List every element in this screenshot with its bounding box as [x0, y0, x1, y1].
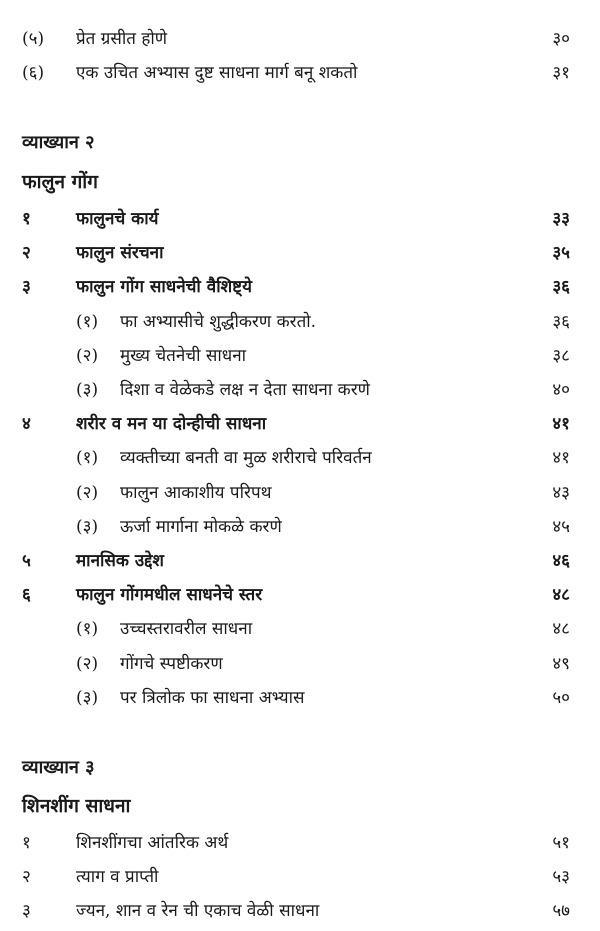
entry-title: फालुनचे कार्य: [76, 209, 159, 229]
entry-number: ६: [22, 585, 31, 606]
entry-number: २: [22, 243, 31, 264]
entry-page: ५०: [552, 687, 570, 708]
entry-page: ३८: [552, 345, 570, 366]
entry-number: (२): [76, 482, 99, 503]
entry-title: पर त्रिलोक फा साधना अभ्यास: [120, 687, 305, 708]
toc-entry: [0, 894, 600, 928]
entry-title: व्यक्तीच्या बनती वा मुळ शरीराचे परिवर्तन: [120, 448, 372, 469]
lecture-heading: व्याख्यान ३: [22, 757, 95, 778]
toc-subentry: [0, 373, 600, 407]
entry-number: (२): [76, 653, 99, 674]
entry-number: (२): [76, 345, 99, 366]
entry-title: ऊर्जा मार्गाना मोकळे करणे: [120, 516, 282, 537]
entry-number: १: [22, 209, 31, 229]
entry-title: मानसिक उद्देश: [76, 551, 164, 571]
entry-page: ४८: [552, 619, 570, 640]
toc-entry: [0, 236, 600, 270]
entry-page: ५३: [552, 867, 570, 887]
entry-page: ४१: [552, 448, 570, 469]
entry-page: ४३: [552, 482, 570, 503]
entry-number: १: [22, 833, 31, 853]
toc-entry: [0, 860, 600, 894]
entry-title: फालुन आकाशीय परिपथ: [120, 482, 272, 503]
toc-subentry: [0, 510, 600, 544]
entry-title: गोंगचे स्पष्टीकरण: [120, 653, 223, 674]
entry-page: ४९: [552, 653, 570, 674]
entry-page: ३६: [552, 311, 570, 332]
entry-number: ५: [22, 551, 31, 571]
entry-page: ३३: [552, 209, 570, 229]
toc-subentry: [0, 612, 600, 646]
entry-number: ४: [22, 414, 31, 435]
entry-page: ३०: [552, 29, 570, 49]
toc-entry: [0, 202, 600, 236]
entry-number: (१): [76, 448, 99, 469]
toc-subentry: [0, 339, 600, 373]
entry-number: (३): [76, 380, 99, 400]
toc-entry: [0, 826, 600, 860]
entry-title: फालुन गोंग साधनेची वैशिष्ट्ये: [76, 277, 252, 298]
entry-number: (३): [76, 516, 99, 537]
entry-page: ४५: [552, 516, 570, 537]
entry-title: त्याग व प्राप्ती: [76, 867, 159, 887]
entry-number: (३): [76, 687, 99, 708]
entry-title: फालुन संरचना: [76, 243, 164, 264]
toc-subentry: [0, 647, 600, 681]
entry-number: (१): [76, 311, 99, 332]
entry-page: ३५: [552, 243, 570, 264]
entry-number: ३: [22, 901, 31, 921]
lecture-title: फालुन गोंग: [22, 171, 98, 193]
toc-subentry: [0, 441, 600, 475]
entry-number: (१): [76, 619, 99, 640]
entry-title: उच्चस्तरावरील साधना: [120, 619, 253, 640]
toc-subentry: [0, 476, 600, 510]
entry-page: ४१: [552, 414, 570, 435]
entry-title: मुख्य चेतनेची साधना: [120, 345, 247, 366]
entry-title: शिनशींगचा आंतरिक अर्थ: [76, 833, 229, 853]
entry-title: फा अभ्यासीचे शुद्धीकरण करतो.: [120, 311, 317, 332]
entry-number: २: [22, 867, 31, 887]
toc-subentry: [0, 681, 600, 715]
entry-page: ४६: [552, 551, 570, 571]
toc-subentry: [0, 305, 600, 339]
entry-page: ३१: [552, 63, 570, 83]
entry-title: ज्यन, शान व रेन ची एकाच वेळी साधना: [76, 901, 320, 921]
entry-title: एक उचित अभ्यास दुष्ट साधना मार्ग बनू शकतो: [76, 63, 358, 83]
entry-page: ३६: [552, 277, 570, 298]
toc-entry: [0, 407, 600, 441]
toc-entry: [0, 22, 600, 56]
entry-title: दिशा व वेळेकडे लक्ष न देता साधना करणे: [120, 380, 370, 400]
entry-title: फालुन गोंगमधील साधनेचे स्तर: [76, 585, 263, 606]
entry-page: ५१: [552, 833, 570, 853]
toc-entry: [0, 544, 600, 578]
entry-title: शरीर व मन या दोन्हीची साधना: [76, 414, 267, 435]
entry-page: ४०: [552, 380, 570, 400]
entry-number: (६): [22, 63, 45, 83]
entry-number: ३: [22, 277, 31, 298]
entry-page: ५७: [552, 901, 570, 921]
entry-title: प्रेत ग्रसीत होणे: [76, 29, 168, 49]
lecture-title: शिनशींग साधना: [22, 795, 131, 817]
entry-number: (५): [22, 29, 45, 49]
lecture-heading: व्याख्यान २: [22, 132, 95, 153]
toc-entry: [0, 56, 600, 90]
entry-page: ४८: [552, 585, 570, 606]
toc-entry: [0, 578, 600, 612]
toc-entry: [0, 270, 600, 304]
